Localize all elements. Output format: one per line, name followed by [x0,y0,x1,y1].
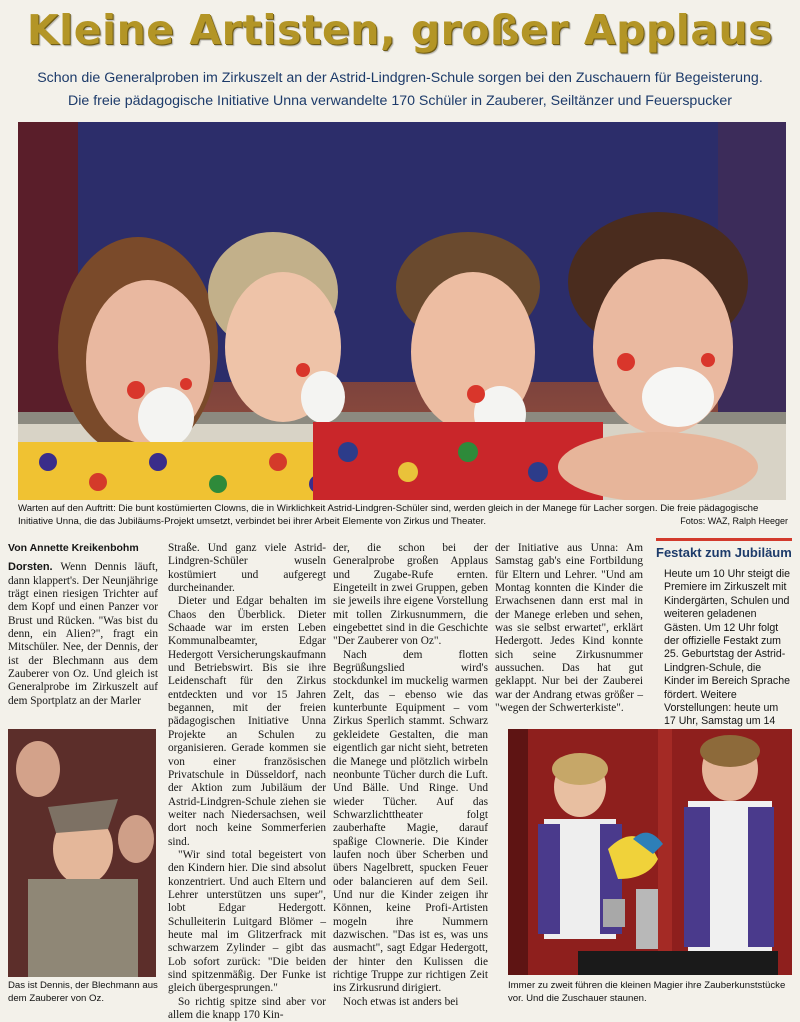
article-column-4 [495,542,643,715]
headline: Kleine Artisten, großer Applaus [26,6,774,54]
article-column-3 [333,542,488,1009]
dennis-photo-caption: Das ist Dennis, der Blechmann aus dem Zauberer von Oz. [8,980,158,1004]
paragraph-text: Wenn Dennis läuft, dann klappert's. Der Neunjährige trägt einen riesigen Trichter auf dem Kopf und einen Panzer vor Brust und Rücken. "Was bist du denn, ein Alien?", fragt ein Mitschüler. Nee, der Dennis, der ist der Blechmann aus dem Zauberer von Oz. Und gleich ist Generalprobe im Zirkuszelt auf dem Sportplatz an der Marler [8,561,159,707]
main-photo-caption [18,502,788,528]
article-column-1 [8,542,158,708]
author-byline: Von Annette Kreikenbohm [8,542,139,554]
article-paragraph: Dieter und Edgar behalten im Chaos den Überblick. Dieter Schaade war im ersten Leben Kommunalbeamter, Edgar Hedergott Versicherungskaufmann und Betriebswirt. Bis sie ihre Leidenschaft für den Zirkus entdeckten und vor 15 Jahren begannen, mit der freien pädagogischen Initiative Unna Projekte an Schulen zu organisieren. Gerade kommen sie von einer französischen Privatschule in Düsseldorf, nach der Aktion zum Jubiläum der Astrid-Lindgren-Schule ziehen sie weiter nach Niedersachsen, weil dort noch keine Sommerferien sind. [168,595,326,848]
dennis-photo [8,729,156,977]
sidebar-text: Heute um 10 Uhr steigt die Premiere im Zirkuszelt mit Kindergärten, Schulen und weiteren geladenen Gästen. Um 12 Uhr folgt der offizielle Festakt zum 25. Geburtstag der Astrid-Lindgren-Schule, die Kinder im Bereich Sprache fördert. Weitere Vorstellungen: heute um 17 Uhr, Samstag um 14 [664,568,791,728]
magicians-photo-caption: Immer zu zweit führen die kleinen Magier ihre Zauberkunststücke vor. Und die Zuschauer staunen. [508,980,786,1004]
article-column-2 [168,542,326,1022]
main-caption-text: Warten auf den Auftritt: Die bunt kostümierten Clowns, die in Wirklichkeit Astrid-Lindgren-Schüler sind, werden gleich in der Manege für Lacher sorgen. Die freie pädagogische Initiative Unna, die das Jubiläums-Projekt umsetzt, verbindet bei ihrer Arbeit Elemente von Zirkus und Theater. [18,503,759,527]
article-paragraph: Noch etwas ist anders bei [343,995,459,1008]
article-paragraph: der Initiative aus Unna: Am Samstag gab's eine Fortbildung für Eltern und Lehrer. "Und am Montag konnten die Kinder die Erwachsenen dann erst mal in der Manege erleben und sehen, was sie selbst erwartet", erklärt Hedergott. Jedes Kind konnte sich seine Zirkusnummer aussuchen. Das hat gut geklappt. Nur bei der Zauberei war der Andrang etwas größer – "wegen der Schwerterkiste". [495,542,643,715]
magicians-photo [508,729,792,975]
article-paragraph: der, die schon bei der Generalprobe großen Applaus und Zugabe-Rufe ernten. Eingeteilt in zwei Gruppen, geben sie jeweils ihre eigene Vorstellung mit tollen Zirkusnummern, die eingebettet sind in die Geschichte "Der Zauberer von Oz". [333,542,488,648]
article-paragraph: Nach dem flotten Begrüßungslied wird's stockdunkel im muckelig warmen Zelt, das – ebenso wie das kunterbunte Equipment – vom Zirkus Sperlich stammt. Schwarz gekleidete Gestalten, die man eigentlich gar nicht sieht, betreten die Manege und plötzlich wirbeln neonbunte Tücher durch die Luft. Und Bälle. Und Ringe. Und wieder Tücher. Auf das Schwarzlichttheater folgt zauberhafte Magie, darauf spaßige Clownerie. Die Kinder laufen noch über Scherben und übers Nagelbrett, spucken Feuer oder balancieren auf dem Seil. Und nur die Kinder zeigen ihr Können, keine Profi-Artisten mogeln ihre Nummern dazwischen. "Das ist es, was uns ausmacht", sagt Edgar Hedergott, der hinter den Kulissen die richtige Truppe zur richtigen Zeit ins Zirkusrund dirigiert. [333,648,488,995]
subheadline-line-2: Die freie pädagogische Initiative Unna verwandelte 170 Schüler in Zauberer, Seiltänzer und Feuerspucker [67,93,733,109]
sidebar-box [656,538,792,742]
subheadline-line-1: Schon die Generalproben im Zirkuszelt an der Astrid-Lindgren-Schule sorgen bei den Zuschauern für Begeisterung. [37,70,763,86]
article-paragraph: So richtig spitze sind aber vor allem die knapp 170 Kin- [168,995,326,1022]
main-photo-clowns [18,122,786,500]
photo-credit: Fotos: WAZ, Ralph Heeger [680,516,788,526]
article-paragraph [8,561,158,708]
dateline: Dorsten. [8,561,53,574]
article-paragraph: "Wir sind total begeistert von den Kindern hier. Die sind absolut konzentriert. Und auch Eltern und Lehrer unterstützen uns super", lobt Edgar Hedergott. Schulleiterin Luitgard Blömer – heute mal im Glitzerfrack mit schwarzem Zylinder – gibt das Lob sofort zurück: "Die beiden sind spitzenmäßig. Der Funke ist gleich übergesprungen." [168,848,326,995]
article-paragraph: Straße. Und ganz viele Astrid-Lindgren-Schüler wuseln kostümiert und aufgeregt durcheinander. [168,542,326,595]
sidebar-title: Festakt zum Jubiläum [656,545,792,560]
